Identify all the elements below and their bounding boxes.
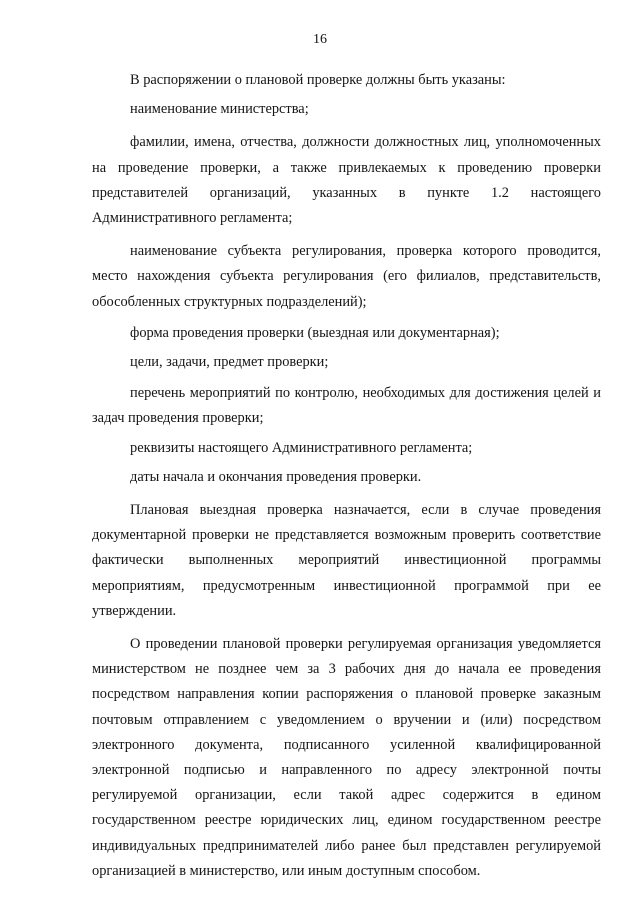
paragraph-notification: О проведении плановой проверки регулируемая организация уведомляется министерством не позднее чем за 3 рабочих дня до начала ее проведения посредством направления копии распоряжения о плановой проверке заказным почтовым отправлением с уведомлением о вручении и (или) посредством электронного документа, подписанного усиленной квалифицированной электронной подписью и направленного по адресу электронной почты регулируемой организации, если такой адрес содержится в едином государственном реестре юридических лиц, едином государственном реестре индивидуальных предпринимателей либо ранее был представлен регулируемой организацией в министерство, или иным доступным способом. (92, 636, 601, 879)
paragraph-inspection-form: форма проведения проверки (выездная или документарная); (130, 324, 500, 341)
document-body (92, 68, 601, 884)
paragraph-goals: цели, задачи, предмет проверки; (130, 354, 329, 371)
paragraph-order-contents-intro: В распоряжении о плановой проверке должны быть указаны: (130, 72, 506, 88)
paragraph-officials: фамилии, имена, отчества, должности должностных лиц, уполномоченных на проведение проверки, а также привлекаемых к проведению проверки представителей организаций, указанных в пункте 1.2 настоящего Административного регламента; (92, 134, 601, 227)
paragraph-control-measures: перечень мероприятий по контролю, необходимых для достижения целей и задач проведения проверки; (92, 385, 601, 427)
paragraph-inspection-dates: даты начала и окончания проведения проверки. (130, 468, 422, 485)
paragraph-field-inspection: Плановая выездная проверка назначается, если в случае проведения документарной проверки не представляется возможным проверить соответствие фактически выполненных мероприятий инвестиционной программы мероприятиям, предусмотренным инвестиционной программой при ее утверждении. (92, 502, 601, 619)
paragraph-ministry-name: наименование министерства; (130, 101, 309, 118)
page-number: 16 (313, 32, 327, 47)
paragraph-regulated-entity: наименование субъекта регулирования, проверка которого проводится, место нахождения субъекта регулирования (его филиалов, представительств, обособленных структурных подразделений); (92, 243, 601, 310)
paragraph-regulation-details: реквизиты настоящего Административного регламента; (130, 439, 473, 456)
